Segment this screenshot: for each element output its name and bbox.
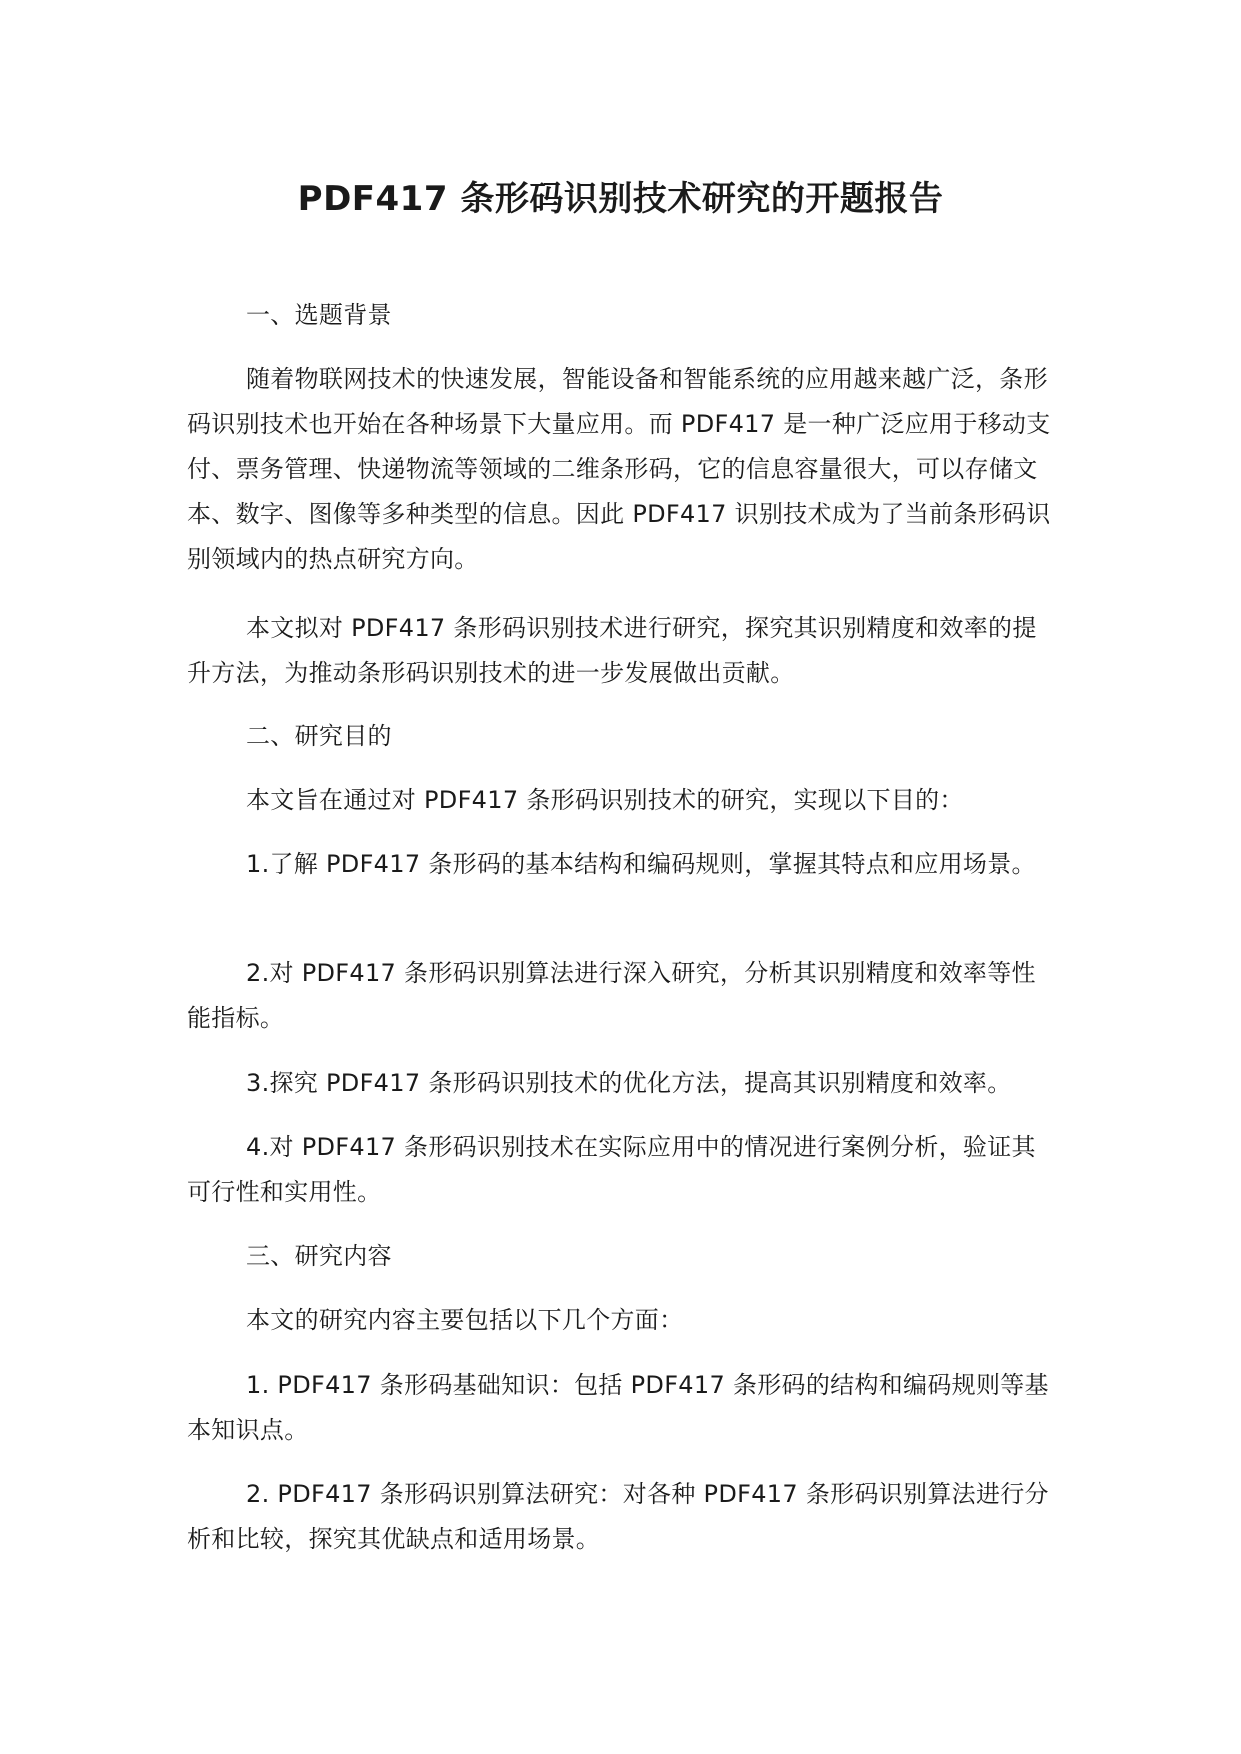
section-heading: 一、选题背景 (246, 301, 392, 329)
list-item: 2. PDF417 条形码识别算法研究：对各种 PDF417 条形码识别算法进行分析和比较，探究其优缺点和适用场景。 (187, 1480, 1049, 1553)
list-item: 3.探究 PDF417 条形码识别技术的优化方法，提高其识别精度和效率。 (246, 1069, 1012, 1097)
paragraph: 本文拟对 PDF417 条形码识别技术进行研究，探究其识别精度和效率的提升方法，为推动条形码识别技术的进一步发展做出贡献。 (187, 614, 1037, 687)
paragraph: 本文的研究内容主要包括以下几个方面： (246, 1306, 684, 1334)
list-item: 4.对 PDF417 条形码识别技术在实际应用中的情况进行案例分析，验证其可行性和实用性。 (187, 1133, 1036, 1206)
list-item: 1. PDF417 条形码基础知识：包括 PDF417 条形码的结构和编码规则等基本知识点。 (187, 1371, 1049, 1444)
list-item: 2.对 PDF417 条形码识别算法进行深入研究，分析其识别精度和效率等性能指标。 (187, 959, 1036, 1032)
paragraph: 本文旨在通过对 PDF417 条形码识别技术的研究，实现以下目的： (246, 786, 964, 814)
section-heading: 二、研究目的 (246, 722, 392, 750)
section-heading: 三、研究内容 (246, 1242, 392, 1270)
paragraph: 随着物联网技术的快速发展，智能设备和智能系统的应用越来越广泛，条形码识别技术也开始在各种场景下大量应用。而 PDF417 是一种广泛应用于移动支付、票务管理、快递物流等领域的二维条形码，它的信息容量很大，可以存储文本、数字、图像等多种类型的信息。因此 PDF417 识别技术成为了当前条形码识别领域内的热点研究方向。 (187, 365, 1051, 573)
list-item: 1.了解 PDF417 条形码的基本结构和编码规则，掌握其特点和应用场景。 (246, 850, 1036, 878)
document-title: PDF417 条形码识别技术研究的开题报告 (297, 179, 944, 219)
